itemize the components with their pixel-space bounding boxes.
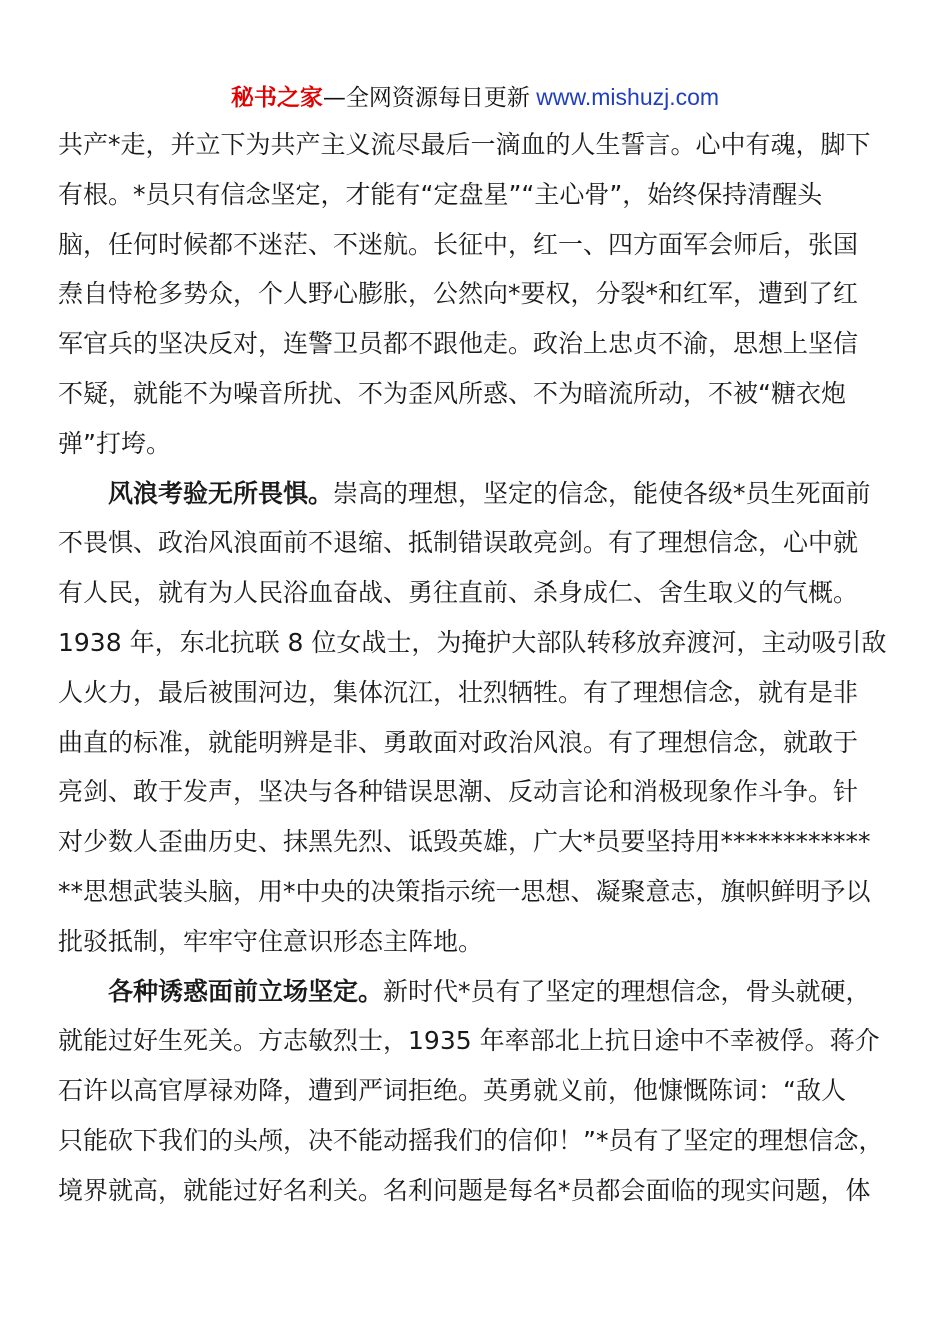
line-text: 有人民，就有为人民浴血奋战、勇往直前、杀身成仁、舍生取义的气概。 bbox=[58, 578, 859, 608]
text-line bbox=[58, 120, 908, 170]
line-text: 1938 年，东北抗联 8 位女战士，为掩护大部队转移放弃渡河，主动吸引敌 bbox=[58, 627, 887, 657]
paragraph-lead-line bbox=[58, 967, 908, 1017]
line-text: 不疑，就能不为噪音所扰、不为歪风所惑、不为暗流所动，不被“糖衣炮 bbox=[58, 378, 846, 408]
paragraph-lead-line bbox=[58, 469, 908, 519]
line-text: 不畏惧、政治风浪面前不退缩、抵制错误敢亮剑。有了理想信念，心中就 bbox=[58, 528, 859, 558]
line-text: 境界就高，就能过好名利关。名利问题是每名*员都会面临的现实问题，体 bbox=[58, 1175, 871, 1205]
text-line bbox=[58, 369, 908, 419]
line-text: 只能砍下我们的头颅，决不能动摇我们的信仰！”*员有了坚定的理想信念， bbox=[58, 1125, 884, 1155]
text-line bbox=[58, 419, 908, 469]
line-text: 军官兵的坚决反对，连警卫员都不跟他走。政治上忠贞不渝，思想上坚信 bbox=[58, 329, 859, 359]
line-text: 脑，任何时候都不迷茫、不迷航。长征中，红一、四方面军会师后，张国 bbox=[58, 229, 859, 259]
text-line bbox=[58, 1016, 908, 1066]
header-slogan: —全网资源每日更新 bbox=[322, 85, 530, 111]
text-line bbox=[58, 767, 908, 817]
line-text: **思想武装头脑，用*中央的决策指示统一思想、凝聚意志，旗帜鲜明予以 bbox=[58, 876, 871, 906]
line-text: 就能过好生死关。方志敏烈士，1935 年率部北上抗日途中不幸被俘。蒋介 bbox=[58, 1026, 880, 1056]
text-line bbox=[58, 269, 908, 319]
text-line bbox=[58, 817, 908, 867]
line-text: 弹”打垮。 bbox=[58, 428, 171, 458]
section-heading: 风浪考验无所畏惧。 bbox=[108, 478, 334, 508]
text-line bbox=[58, 867, 908, 917]
section-heading: 各种诱惑面前立场坚定。 bbox=[108, 976, 384, 1006]
line-text: 崇高的理想，坚定的信念，能使各级*员生死面前 bbox=[333, 478, 871, 508]
line-text: 亮剑、敢于发声，坚决与各种错误思潮、反动言论和消极现象作斗争。针 bbox=[58, 777, 859, 807]
text-line bbox=[58, 618, 908, 668]
text-line bbox=[58, 518, 908, 568]
line-text: 焘自恃枪多势众，个人野心膨胀，公然向*要权，分裂*和红军，遭到了红 bbox=[58, 279, 859, 309]
text-line bbox=[58, 917, 908, 967]
line-text: 石许以高官厚禄劝降，遭到严词拒绝。英勇就义前，他慷慨陈词：“敌人 bbox=[58, 1076, 846, 1106]
line-text: 新时代*员有了坚定的理想信念，骨头就硬， bbox=[383, 976, 871, 1006]
text-line bbox=[58, 1166, 908, 1216]
text-line bbox=[58, 1116, 908, 1166]
brand-name: 秘书之家 bbox=[230, 85, 323, 111]
document-body bbox=[58, 120, 908, 1216]
text-line bbox=[58, 220, 908, 270]
text-line bbox=[58, 568, 908, 618]
line-text: 曲直的标准，就能明辨是非、勇敢面对政治风浪。有了理想信念，就敢于 bbox=[58, 727, 859, 757]
line-text: 有根。*员只有信念坚定，才能有“定盘星”“主心骨”，始终保持清醒头 bbox=[58, 179, 823, 209]
site-header bbox=[0, 80, 950, 115]
line-text: 对少数人歪曲历史、抹黑先烈、诋毁英雄，广大*员要坚持用************ bbox=[58, 827, 871, 857]
site-url[interactable]: www.mishuzj.com bbox=[529, 84, 720, 110]
text-line bbox=[58, 319, 908, 369]
text-line bbox=[58, 668, 908, 718]
line-text: 批驳抵制，牢牢守住意识形态主阵地。 bbox=[58, 926, 484, 956]
line-text: 人火力，最后被围河边，集体沉江，壮烈牺牲。有了理想信念，就有是非 bbox=[58, 677, 859, 707]
text-line bbox=[58, 1066, 908, 1116]
text-line bbox=[58, 170, 908, 220]
text-line bbox=[58, 718, 908, 768]
line-text: 共产*走，并立下为共产主义流尽最后一滴血的人生誓言。心中有魂，脚下 bbox=[58, 130, 871, 159]
